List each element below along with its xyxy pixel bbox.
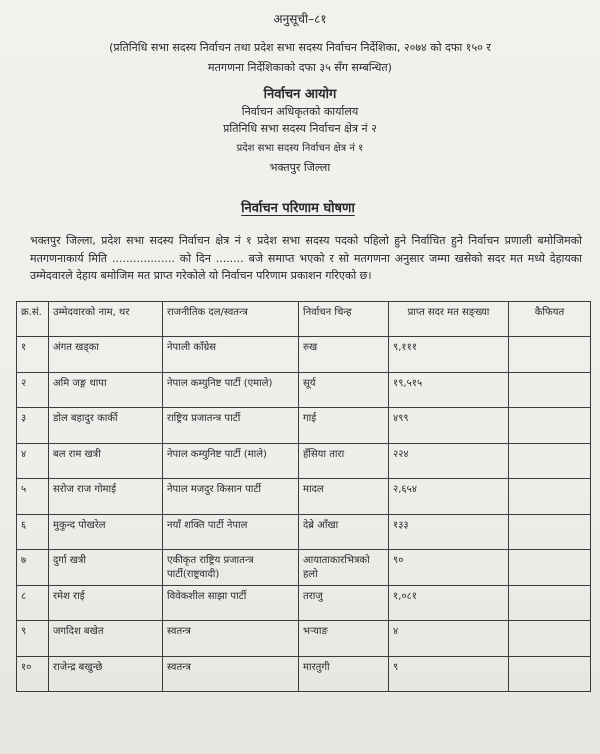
cell-sn: ५ bbox=[17, 479, 49, 515]
constituency-title: प्रतिनिधि सभा सदस्य निर्वाचन क्षेत्र नं २ bbox=[223, 122, 377, 135]
cell-candidate-name: दुर्गा खत्री bbox=[49, 550, 163, 586]
reference-note bbox=[0, 38, 600, 78]
table-header-row bbox=[17, 302, 591, 337]
cell-symbol: आयाताकारभित्रको हलो bbox=[299, 550, 389, 586]
provincial-constituency-title: प्रदेश सभा सदस्य निर्वाचन क्षेत्र नं १ bbox=[236, 143, 364, 154]
cell-party: नयाँ शक्ति पार्टी नेपाल bbox=[163, 514, 299, 550]
table-row bbox=[17, 337, 591, 373]
cell-candidate-name: सरोज राज गोमाई bbox=[49, 479, 163, 515]
cell-remarks bbox=[509, 337, 591, 373]
header-symbol: निर्वाचन चिन्ह bbox=[299, 302, 389, 337]
cell-party: एकीकृत राष्ट्रिय प्रजातन्त्र पार्टी(राष्ट्रवादी) bbox=[163, 550, 299, 586]
cell-candidate-name: मुकुन्द पोखरेल bbox=[49, 514, 163, 550]
table-row bbox=[17, 443, 591, 479]
cell-votes: २२४ bbox=[389, 443, 509, 479]
cell-sn: १० bbox=[17, 656, 49, 692]
cell-party: नेपाल कम्युनिष्ट पार्टी (माले) bbox=[163, 443, 299, 479]
annex-number: अनुसूची–८१ bbox=[273, 12, 327, 26]
cell-candidate-name: राजेन्द्र बखुन्छे bbox=[49, 656, 163, 692]
cell-remarks bbox=[509, 372, 591, 408]
cell-candidate-name: जगदिश बखेत bbox=[49, 621, 163, 657]
cell-sn: ८ bbox=[17, 585, 49, 621]
cell-symbol: हँसिया तारा bbox=[299, 443, 389, 479]
cell-votes: १,०८१ bbox=[389, 585, 509, 621]
cell-candidate-name: डोल बहादुर कार्की bbox=[49, 408, 163, 444]
cell-sn: ७ bbox=[17, 550, 49, 586]
cell-symbol: गाई bbox=[299, 408, 389, 444]
table-row bbox=[17, 656, 591, 692]
cell-votes: ९० bbox=[389, 550, 509, 586]
cell-remarks bbox=[509, 443, 591, 479]
cell-remarks bbox=[509, 514, 591, 550]
cell-votes: ९ bbox=[389, 656, 509, 692]
cell-symbol: तराजु bbox=[299, 585, 389, 621]
district-title: भक्तपुर जिल्ला bbox=[269, 161, 331, 174]
cell-votes: ९,१११ bbox=[389, 337, 509, 373]
cell-remarks bbox=[509, 550, 591, 586]
cell-party: नेपाल मजदुर किसान पार्टी bbox=[163, 479, 299, 515]
reference-line-1: (प्रतिनिधि सभा सदस्य निर्वाचन तथा प्रदेश सभा सदस्य निर्वाचन निर्देशिका, २०७४ को दफा १५० र bbox=[109, 41, 491, 54]
cell-sn: ९ bbox=[17, 621, 49, 657]
cell-sn: ३ bbox=[17, 408, 49, 444]
cell-party: नेपाली काँग्रेस bbox=[163, 337, 299, 373]
header-sn: क्र.सं. bbox=[17, 302, 49, 337]
cell-symbol: मादल bbox=[299, 479, 389, 515]
results-body bbox=[17, 337, 591, 692]
cell-votes: १९,५१५ bbox=[389, 372, 509, 408]
cell-remarks bbox=[509, 479, 591, 515]
cell-party: नेपाल कम्युनिष्ट पार्टी (एमाले) bbox=[163, 372, 299, 408]
cell-sn: २ bbox=[17, 372, 49, 408]
cell-sn: १ bbox=[17, 337, 49, 373]
reference-line-2: मतगणना निर्देशिकाको दफा ३५ सँग सम्बन्धित) bbox=[208, 61, 392, 74]
commission-title: निर्वाचन आयोग bbox=[263, 87, 337, 102]
table-row bbox=[17, 585, 591, 621]
cell-sn: ६ bbox=[17, 514, 49, 550]
result-paragraph: भक्तपुर जिल्ला, प्रदेश सभा सदस्य निर्वाचन क्षेत्र नं १ प्रदेश सभा सदस्य पदको पहिलो हुने निर्वाचित हुने निर्वाचन प्रणाली बमोजिमको मतगणनाकार्य मिति .................. को दिन ........ बजे समाप्त भएको र सो मतगणना अनुसार जम्मा खसेको सदर मत मध्ये देहायका उम्मेदवारले देहाय बमोजिम मत प्राप्त गरेकोले यो निर्वाचन परिणाम प्रकाशन गरिएको छ। bbox=[30, 234, 582, 282]
table-row bbox=[17, 514, 591, 550]
table-row bbox=[17, 621, 591, 657]
cell-votes: ४९९ bbox=[389, 408, 509, 444]
cell-remarks bbox=[509, 656, 591, 692]
cell-symbol: रुख bbox=[299, 337, 389, 373]
cell-symbol: देब्रे आँखा bbox=[299, 514, 389, 550]
header-name: उम्मेदवारको नाम, थर bbox=[49, 302, 163, 337]
cell-party: स्वतन्त्र bbox=[163, 621, 299, 657]
cell-votes: ४ bbox=[389, 621, 509, 657]
cell-symbol: मारतुगी bbox=[299, 656, 389, 692]
cell-candidate-name: अंगत खड्का bbox=[49, 337, 163, 373]
cell-candidate-name: अमि जङ्ग थापा bbox=[49, 372, 163, 408]
cell-party: स्वतन्त्र bbox=[163, 656, 299, 692]
header-remarks: कैफियत bbox=[509, 302, 591, 337]
cell-party: राष्ट्रिय प्रजातन्त्र पार्टी bbox=[163, 408, 299, 444]
cell-remarks bbox=[509, 408, 591, 444]
table-row bbox=[17, 479, 591, 515]
cell-sn: ४ bbox=[17, 443, 49, 479]
header-votes: प्राप्त सदर मत सङ्ख्या bbox=[389, 302, 509, 337]
cell-votes: १३३ bbox=[389, 514, 509, 550]
cell-votes: २,६५४ bbox=[389, 479, 509, 515]
header-party: राजनीतिक दल/स्वतन्त्र bbox=[163, 302, 299, 337]
table-row bbox=[17, 550, 591, 586]
cell-candidate-name: रमेश राई bbox=[49, 585, 163, 621]
cell-remarks bbox=[509, 585, 591, 621]
table-row bbox=[17, 408, 591, 444]
cell-party: विवेकशील साझा पार्टी bbox=[163, 585, 299, 621]
results-table bbox=[16, 301, 591, 692]
office-title: निर्वाचन अधिकृतको कार्यालय bbox=[241, 105, 359, 118]
page-title: निर्वाचन परिणाम घोषणा bbox=[241, 201, 355, 216]
cell-symbol: सूर्य bbox=[299, 372, 389, 408]
cell-remarks bbox=[509, 621, 591, 657]
cell-candidate-name: बल राम खत्री bbox=[49, 443, 163, 479]
cell-symbol: भऱ्याङ bbox=[299, 621, 389, 657]
table-row bbox=[17, 372, 591, 408]
